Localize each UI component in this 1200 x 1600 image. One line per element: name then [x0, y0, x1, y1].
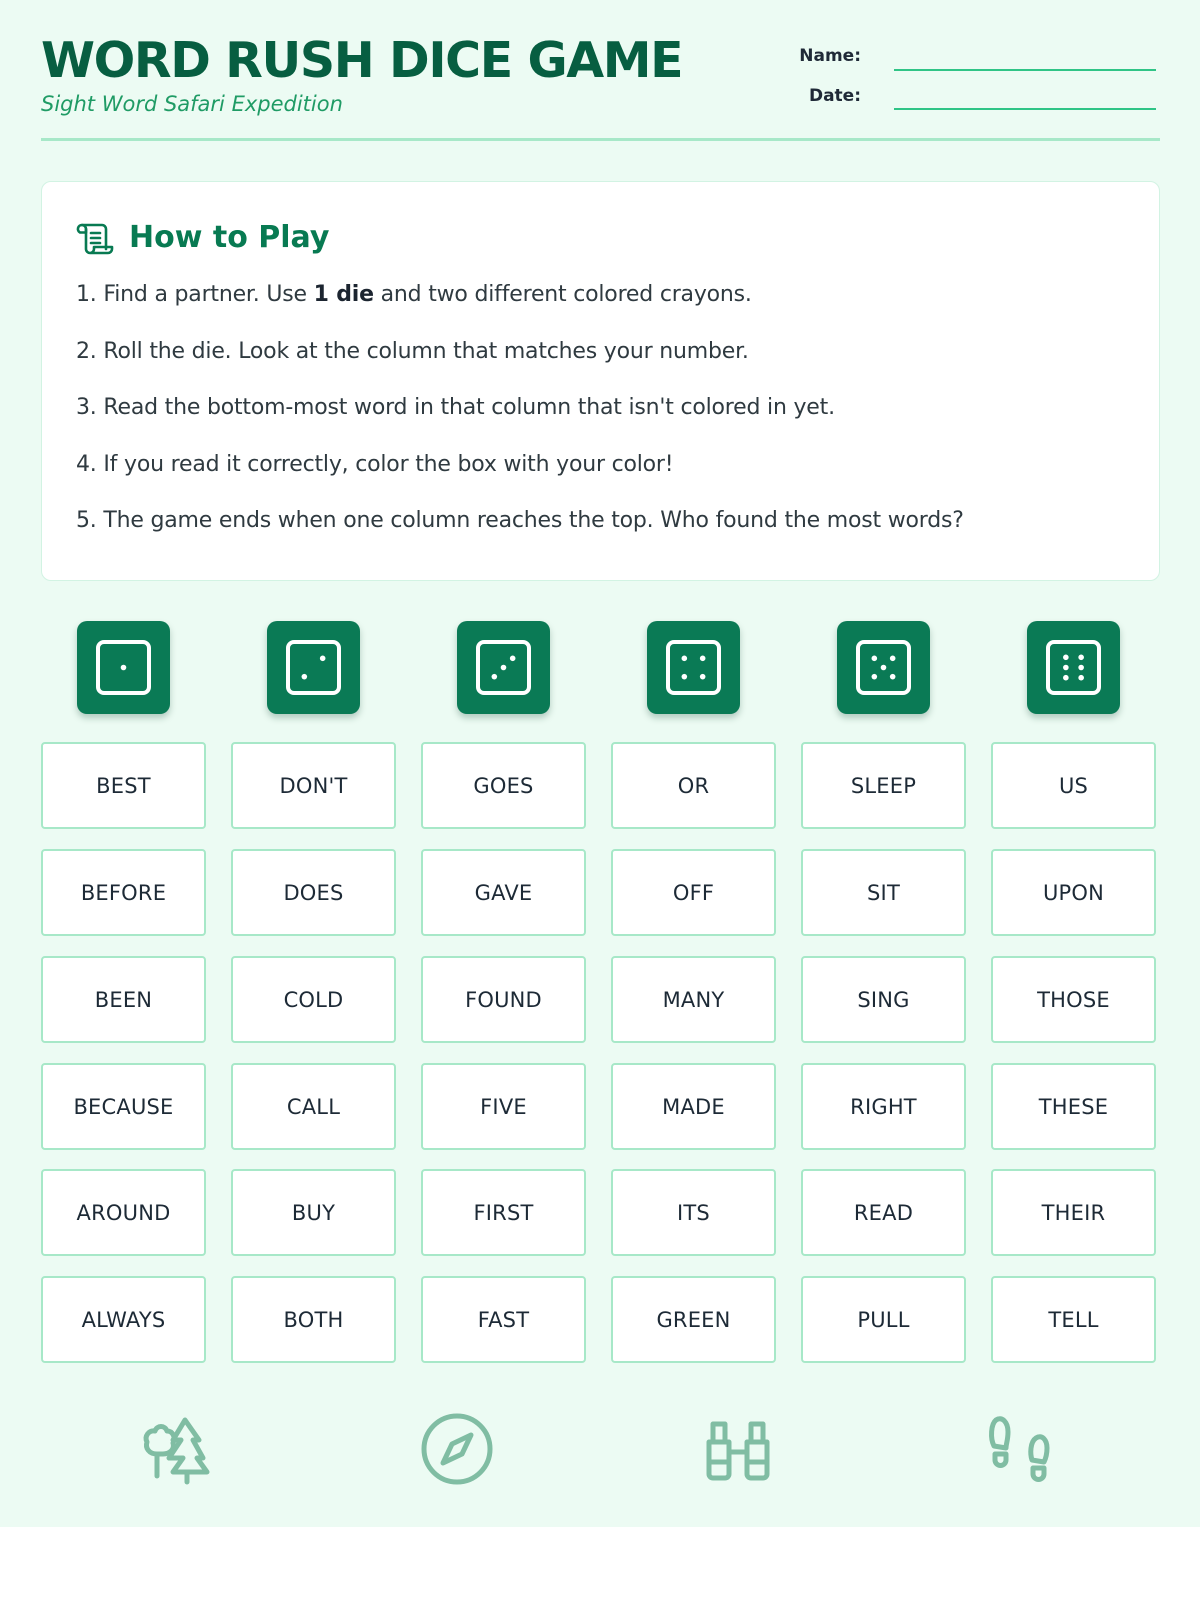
- how-to-play-heading: How to Play: [129, 220, 330, 255]
- word-box[interactable]: THEIR: [991, 1169, 1156, 1256]
- word-box[interactable]: SLEEP: [801, 742, 966, 829]
- step-text: 1. Find a partner. Use: [76, 282, 314, 307]
- word-box[interactable]: COLD: [231, 956, 396, 1043]
- word-box[interactable]: BUY: [231, 1169, 396, 1256]
- scroll-icon: [76, 219, 114, 257]
- word-box[interactable]: READ: [801, 1169, 966, 1256]
- instruction-step-5: [76, 506, 964, 563]
- step-text: 3. Read the bottom-most word in that column that isn't colored in yet.: [76, 395, 835, 420]
- word-box[interactable]: SIT: [801, 849, 966, 936]
- word-box[interactable]: BECAUSE: [41, 1063, 206, 1150]
- word-box[interactable]: THOSE: [991, 956, 1156, 1043]
- word-box[interactable]: DON'T: [231, 742, 396, 829]
- name-field[interactable]: [894, 69, 1156, 71]
- word-box[interactable]: ITS: [611, 1169, 776, 1256]
- die-face-3-icon: [457, 621, 550, 714]
- instruction-step-2: [76, 337, 964, 394]
- word-box[interactable]: FOUND: [421, 956, 586, 1043]
- instruction-step-1: [76, 280, 964, 337]
- footprints-icon: [980, 1410, 1058, 1488]
- word-box[interactable]: AROUND: [41, 1169, 206, 1256]
- page-title: WORD RUSH DICE GAME: [41, 32, 683, 89]
- word-box[interactable]: MANY: [611, 956, 776, 1043]
- die-face-2-icon: [267, 621, 360, 714]
- word-box[interactable]: BEST: [41, 742, 206, 829]
- word-box[interactable]: MADE: [611, 1063, 776, 1150]
- name-label: Name:: [799, 46, 861, 66]
- word-box[interactable]: THESE: [991, 1063, 1156, 1150]
- worksheet-header: [41, 32, 1160, 141]
- word-box[interactable]: BEEN: [41, 956, 206, 1043]
- compass-icon: [418, 1410, 496, 1488]
- word-box[interactable]: BOTH: [231, 1276, 396, 1363]
- word-box[interactable]: TELL: [991, 1276, 1156, 1363]
- word-box[interactable]: DOES: [231, 849, 396, 936]
- step-text: 5. The game ends when one column reaches the top. Who found the most words?: [76, 508, 964, 533]
- word-box[interactable]: OR: [611, 742, 776, 829]
- word-box[interactable]: GAVE: [421, 849, 586, 936]
- word-box[interactable]: GOES: [421, 742, 586, 829]
- word-box[interactable]: UPON: [991, 849, 1156, 936]
- die-face-1-icon: [77, 621, 170, 714]
- trees-icon: [137, 1410, 215, 1488]
- die-face-5-icon: [837, 621, 930, 714]
- word-box[interactable]: FIRST: [421, 1169, 586, 1256]
- word-box[interactable]: GREEN: [611, 1276, 776, 1363]
- date-field[interactable]: [894, 108, 1156, 110]
- how-to-play-card: [41, 181, 1160, 581]
- die-face-6-icon: [1027, 621, 1120, 714]
- word-box[interactable]: CALL: [231, 1063, 396, 1150]
- step-text: and two different colored crayons.: [373, 282, 752, 307]
- word-box[interactable]: FIVE: [421, 1063, 586, 1150]
- step-emphasis: 1 die: [313, 282, 374, 307]
- word-box[interactable]: RIGHT: [801, 1063, 966, 1150]
- word-box[interactable]: PULL: [801, 1276, 966, 1363]
- step-text: 4. If you read it correctly, color the box with your color!: [76, 451, 674, 477]
- die-face-4-icon: [647, 621, 740, 714]
- word-box[interactable]: OFF: [611, 849, 776, 936]
- date-label: Date:: [808, 86, 861, 106]
- instruction-step-3: [76, 393, 964, 450]
- page-subtitle: Sight Word Safari Expedition: [41, 92, 343, 116]
- step-text: 2. Roll the die. Look at the column that matches your number.: [76, 338, 749, 364]
- word-box[interactable]: SING: [801, 956, 966, 1043]
- binoculars-icon: [699, 1410, 777, 1488]
- word-box[interactable]: BEFORE: [41, 849, 206, 936]
- word-box[interactable]: US: [991, 742, 1156, 829]
- word-box[interactable]: ALWAYS: [41, 1276, 206, 1363]
- instruction-step-4: [76, 450, 964, 507]
- instruction-list: [76, 280, 964, 563]
- word-box[interactable]: FAST: [421, 1276, 586, 1363]
